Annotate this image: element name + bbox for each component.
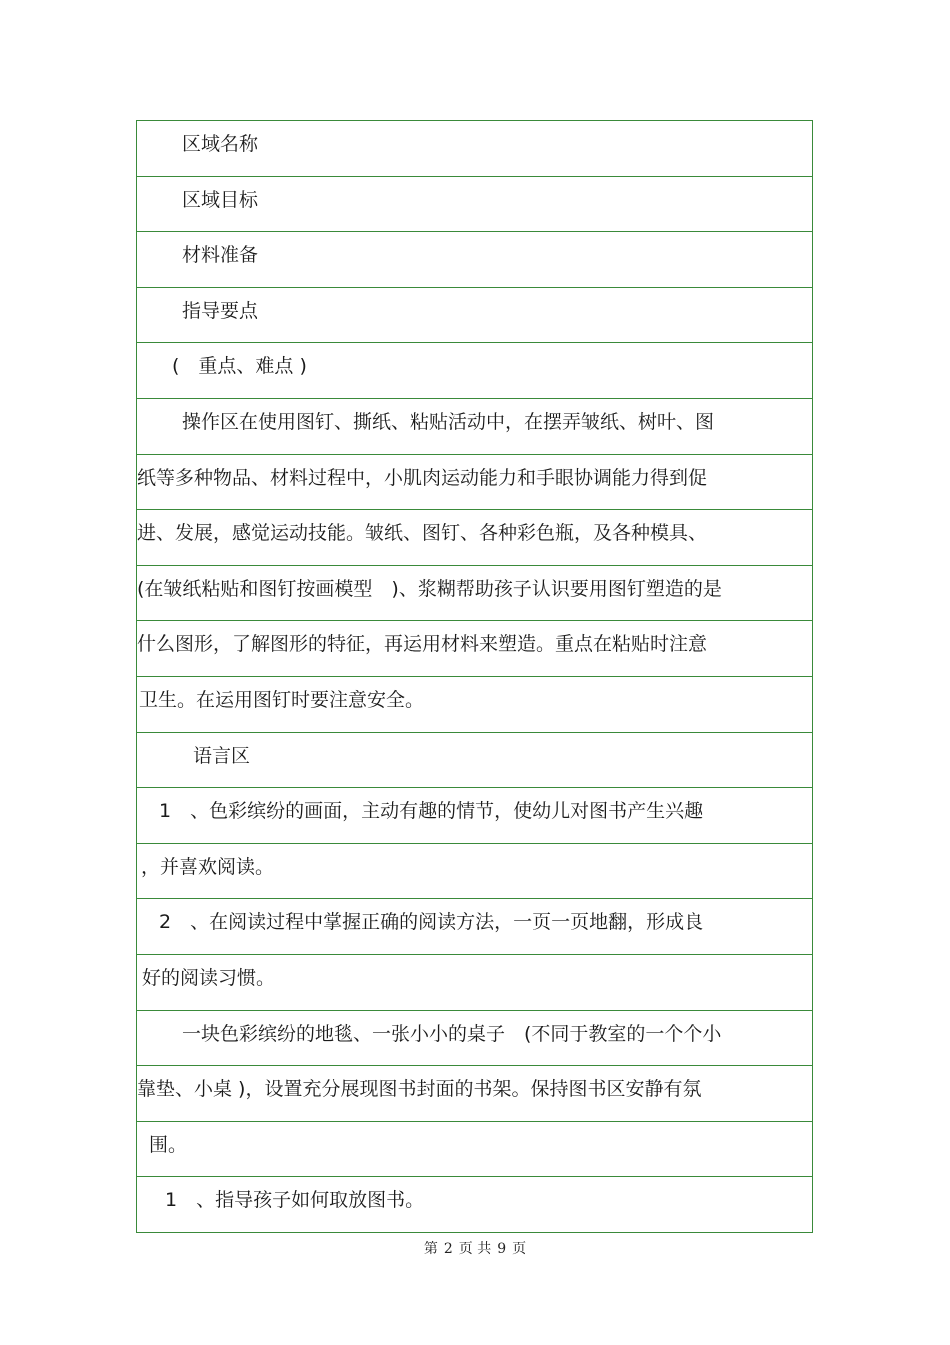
row-text: ( 重点、难点 ) <box>172 355 307 378</box>
row-text: 2 、在阅读过程中掌握正确的阅读方法，一页一页地翻，形成良 <box>159 911 704 934</box>
footer-total-pages: 9 <box>497 1241 507 1257</box>
table-row <box>137 177 812 233</box>
row-text: 好的阅读习惯。 <box>142 966 276 989</box>
table-row <box>137 1011 812 1067</box>
row-text: 区域名称 <box>182 133 259 155</box>
row-text: 语言区 <box>193 744 251 767</box>
row-text: ，并喜欢阅读。 <box>141 855 275 878</box>
table-row <box>137 899 812 955</box>
table-row <box>137 1122 812 1178</box>
table-row <box>137 788 812 844</box>
table-row <box>137 621 812 677</box>
row-text: (在皱纸粘贴和图钉按画模型 )、浆糊帮助孩子认识要用图钉塑造的是 <box>137 577 722 600</box>
table-row <box>137 288 812 344</box>
footer-page-number: 2 <box>443 1241 453 1257</box>
table-row <box>137 733 812 789</box>
row-text: 1 、指导孩子如何取放图书。 <box>165 1189 425 1212</box>
row-text: 区域目标 <box>182 188 259 211</box>
table-row <box>137 510 812 566</box>
table-row <box>137 566 812 622</box>
row-text: 纸等多种物品、材料过程中，小肌肉运动能力和手眼协调能力得到促 <box>137 466 708 489</box>
row-text: 靠垫、小桌 )，设置充分展现图书封面的书架。保持图书区安静有氛 <box>137 1078 702 1101</box>
table-row <box>137 1066 812 1122</box>
row-text: 卫生。在运用图钉时要注意安全。 <box>139 688 425 711</box>
table-row <box>137 121 812 177</box>
row-text: 什么图形，了解图形的特征，再运用材料来塑造。重点在粘贴时注意 <box>137 633 708 656</box>
table-row <box>137 455 812 511</box>
row-text: 围。 <box>149 1133 188 1156</box>
document-table <box>136 120 813 1233</box>
row-text: 指导要点 <box>182 299 259 322</box>
row-text: 1 、色彩缤纷的画面，主动有趣的情节，使幼儿对图书产生兴趣 <box>159 800 704 823</box>
table-row <box>137 399 812 455</box>
table-row <box>137 343 812 399</box>
row-text: 操作区在使用图钉、撕纸、粘贴活动中，在摆弄皱纸、树叶、图 <box>182 410 715 433</box>
table-row <box>137 955 812 1011</box>
table-row <box>137 677 812 733</box>
table-row <box>137 844 812 900</box>
row-text: 一块色彩缤纷的地毯、一张小小的桌子 (不同于教室的一个个小 <box>182 1022 722 1045</box>
table-row <box>137 232 812 288</box>
row-text: 材料准备 <box>182 244 259 267</box>
table-row <box>137 1177 812 1233</box>
footer-prefix: 第 <box>423 1241 438 1257</box>
footer-mid: 页 共 <box>458 1241 492 1257</box>
footer-suffix: 页 <box>512 1241 527 1257</box>
row-text: 进、发展，感觉运动技能。皱纸、图钉、各种彩色瓶，及各种模具、 <box>137 522 708 545</box>
page-footer <box>0 1238 950 1258</box>
